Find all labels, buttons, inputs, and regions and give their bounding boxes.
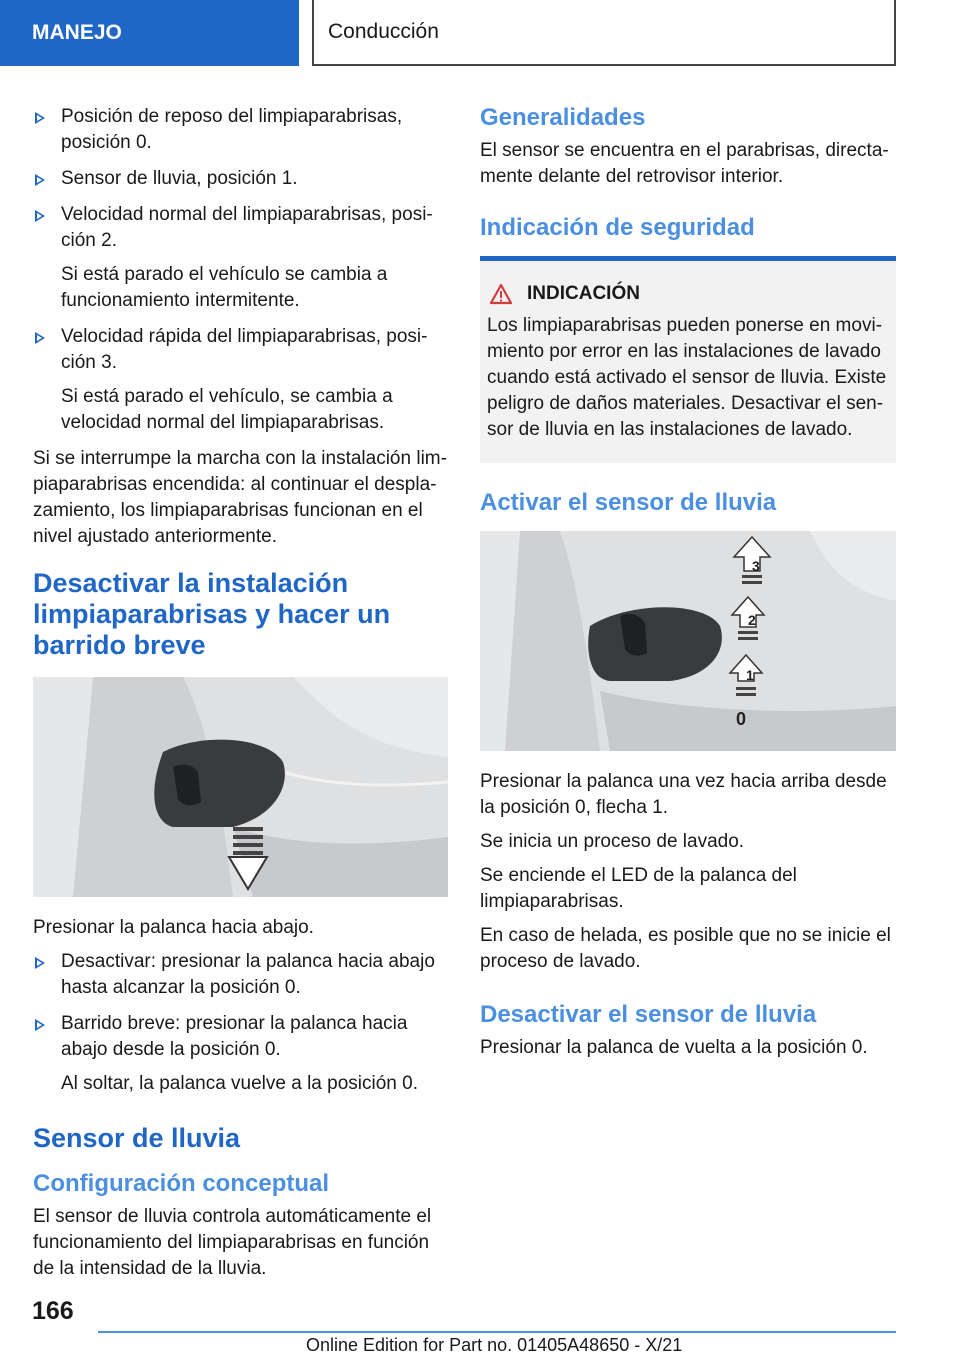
- paragraph-activate-1: Presionar la palanca una vez hacia arriba desde la posición 0, flecha 1.: [480, 771, 887, 818]
- heading-deactivate-wiper: Desactivar la instalación limpiaparabrisas y hacer un barrido breve: [33, 568, 391, 660]
- subheading-general: Generalidades: [480, 104, 646, 131]
- footer-edition: Online Edition for Part no. 01405A48650 - X/21: [306, 1335, 683, 1355]
- left-column: [33, 104, 448, 1290]
- list-item-text: Sensor de lluvia, posición 1.: [61, 168, 298, 189]
- warning-icon: [489, 283, 513, 305]
- paragraph-activate-4: En caso de helada, es posible que no se inicie el proceso de lavado.: [480, 925, 891, 972]
- lever-up-illustration: [480, 531, 896, 751]
- list-item-subtext: Si está parado el vehículo, se cambia a velocidad normal del limpiaparabrisas.: [61, 386, 393, 433]
- arrow-label-1: 1: [746, 667, 754, 683]
- triangle-bullet-icon: [35, 210, 45, 222]
- list-item-text: Velocidad rápida del limpiaparabrisas, posición 3.: [61, 326, 428, 373]
- notice-text: Los limpiaparabrisas pueden ponerse en movimiento por error en las instalaciones de lavado cuando está activado el sensor de lluvia. Existe peligro de daños materiales. Desactivar el sensor de lluvia en las instalaciones de lavado.: [487, 315, 887, 440]
- list-item-text: Velocidad normal del limpiaparabrisas, posición 2.: [61, 204, 433, 251]
- paragraph-activate-2: Se inicia un proceso de lavado.: [480, 831, 745, 852]
- figure-wiper-lever-down: [33, 677, 448, 897]
- notice-title-text: INDICACIÓN: [527, 283, 640, 304]
- list-item: [33, 1011, 448, 1097]
- triangle-bullet-icon: [35, 1019, 45, 1031]
- paragraph-deactivate-sensor: Presionar la palanca de vuelta a la posición 0.: [480, 1037, 868, 1058]
- safety-notice: [480, 256, 896, 463]
- list-item-subtext: Si está parado el vehículo se cambia a funcionamiento intermitente.: [61, 264, 388, 311]
- notice-title: [487, 283, 888, 305]
- subheading-deactivate-sensor: Desactivar el sensor de lluvia: [480, 1001, 817, 1028]
- triangle-bullet-icon: [35, 174, 45, 186]
- paragraph-activate-3: Se enciende el LED de la palanca del limpiaparabrisas.: [480, 865, 797, 912]
- list-item: [33, 949, 448, 1001]
- list-item: [33, 202, 448, 314]
- paragraph-press-down: Presionar la palanca hacia abajo.: [33, 917, 314, 938]
- paragraph-concept: El sensor de lluvia controla automáticamente el funcionamiento del limpiaparabrisas en función de la intensidad de la lluvia.: [33, 1206, 432, 1279]
- paragraph-interrupt: Si se interrumpe la marcha con la instalación limpiaparabrisas encendida: al continuar el desplazamiento, los limpiaparabrisas funcionan en el nivel ajustado anteriormente.: [33, 448, 447, 547]
- figure-wiper-lever-up: [480, 531, 896, 751]
- arrow-label-2: 2: [748, 612, 756, 628]
- subheading-activate: Activar el sensor de lluvia: [480, 489, 777, 516]
- triangle-bullet-icon: [35, 332, 45, 344]
- subheading-concept: Configuración conceptual: [33, 1170, 330, 1197]
- triangle-bullet-icon: [35, 112, 45, 124]
- triangle-bullet-icon: [35, 957, 45, 969]
- arrow-label-3: 3: [752, 558, 760, 574]
- list-item-subtext: Al soltar, la palanca vuelve a la posición 0.: [61, 1073, 418, 1094]
- arrow-label-0: 0: [736, 709, 747, 729]
- list-item: [33, 104, 448, 156]
- list-item: [33, 166, 448, 192]
- heading-rain-sensor: Sensor de lluvia: [33, 1123, 241, 1153]
- lever-down-illustration: [33, 677, 448, 897]
- footer-divider: [98, 1331, 896, 1333]
- paragraph-general: El sensor se encuentra en el parabrisas, directamente delante del retrovisor interior.: [480, 140, 889, 187]
- subheading-safety: Indicación de seguridad: [480, 214, 755, 241]
- list-item-text: Posición de reposo del limpiaparabrisas, posición 0.: [61, 106, 403, 153]
- right-column: [480, 104, 896, 1069]
- list-item: [33, 324, 448, 436]
- header-chapter-label: Conducción: [312, 0, 896, 66]
- list-item-text: Desactivar: presionar la palanca hacia abajo hasta alcanzar la posición 0.: [61, 951, 435, 998]
- header-section-label: MANEJO: [0, 0, 299, 66]
- list-item-text: Barrido breve: presionar la palanca hacia abajo desde la posición 0.: [61, 1013, 408, 1060]
- page-number: 166: [32, 1297, 74, 1325]
